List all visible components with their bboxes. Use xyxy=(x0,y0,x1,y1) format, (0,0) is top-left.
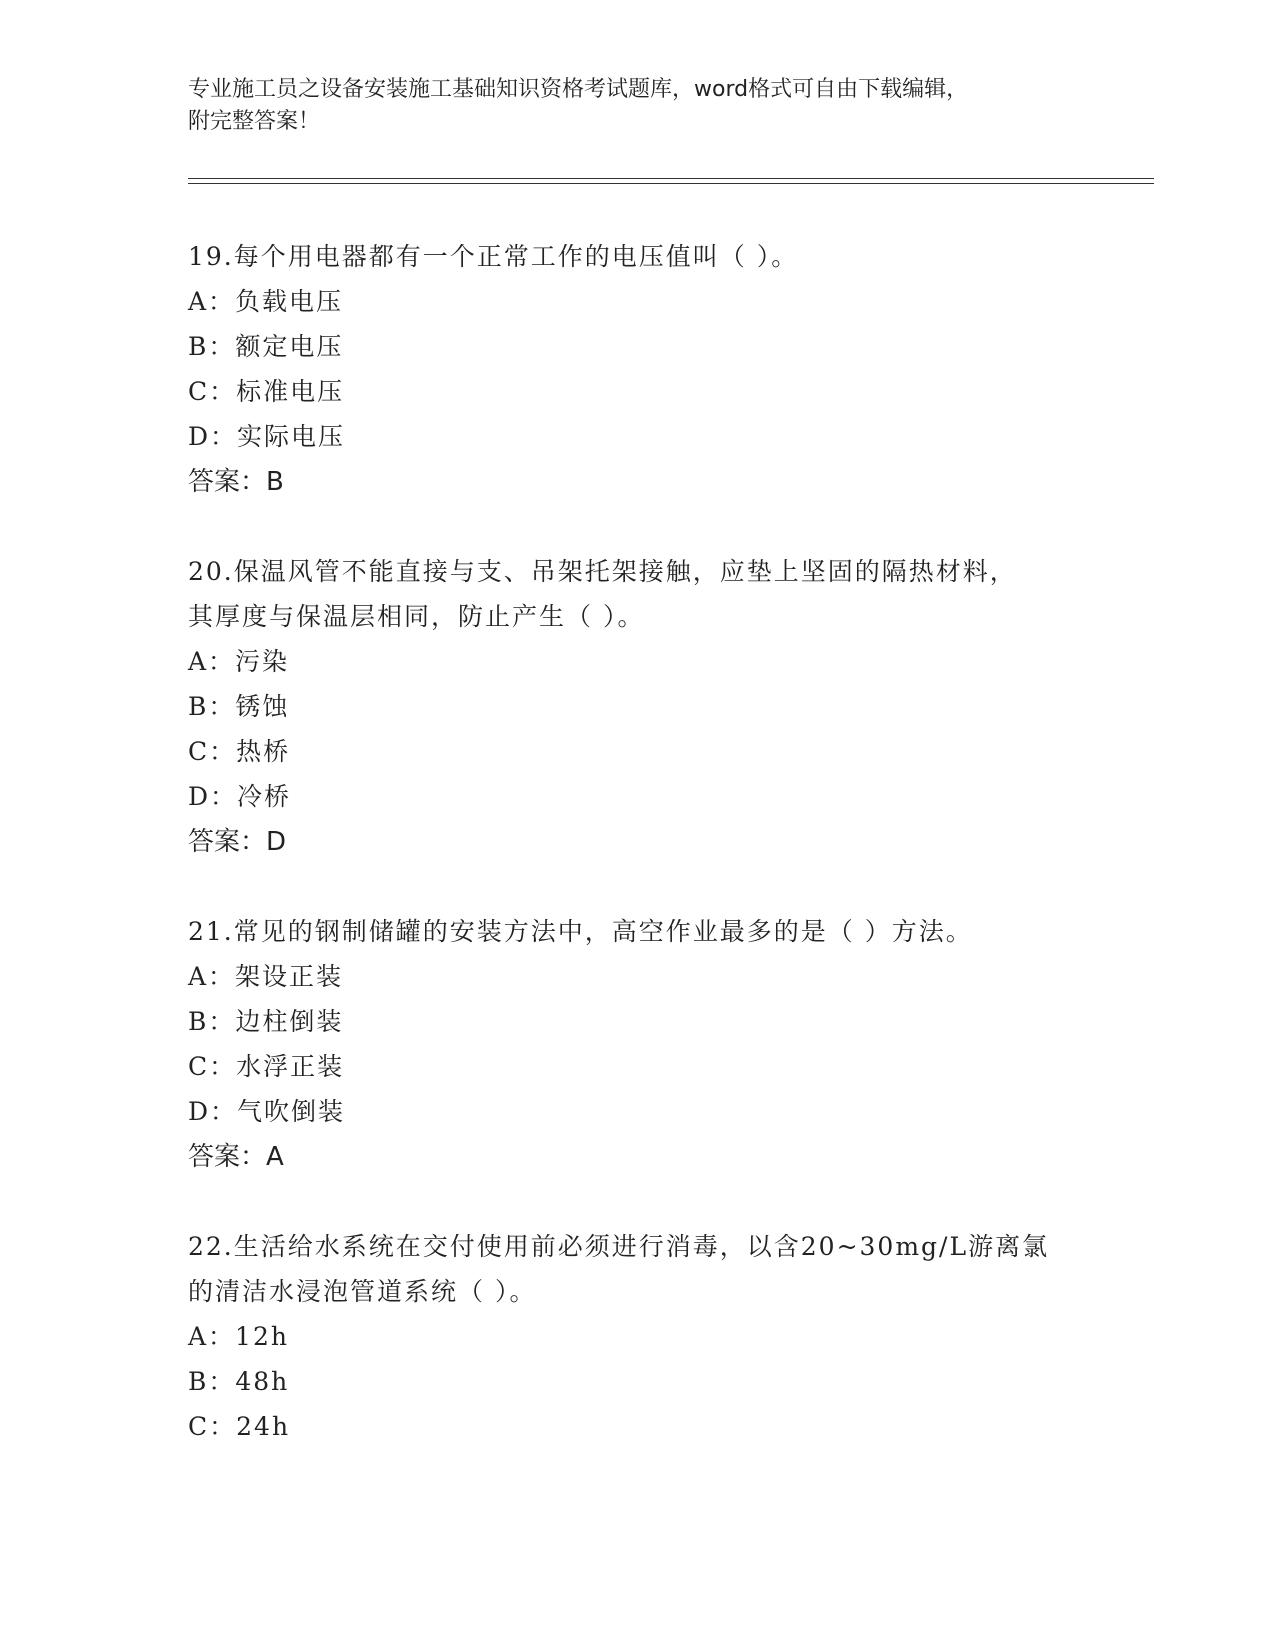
option-a: A：污染 xyxy=(188,647,290,676)
header-divider-top xyxy=(188,178,1154,179)
question-stem-line-1: 20.保温风管不能直接与支、吊架托架接触，应垫上坚固的隔热材料， xyxy=(188,557,1017,586)
document-header xyxy=(188,74,1088,138)
question-stem-line-1: 22.生活给水系统在交付使用前必须进行消毒，以含20~30mg/L游离氯 xyxy=(188,1232,1050,1261)
answer-text: 答案：D xyxy=(188,827,287,857)
option-c: C：热桥 xyxy=(188,737,291,766)
question-stem: 19.每个用电器都有一个正常工作的电压值叫（ ）。 xyxy=(188,242,799,271)
option-c: C：水浮正装 xyxy=(188,1052,345,1081)
header-line-2: 附完整答案！ xyxy=(188,109,321,134)
option-a: A：架设正装 xyxy=(188,962,344,991)
option-c: C：标准电压 xyxy=(188,377,345,406)
option-a: A：12h xyxy=(188,1322,289,1351)
option-d: D：冷桥 xyxy=(188,782,292,811)
question-stem-line-2: 其厚度与保温层相同，防止产生（ ）。 xyxy=(188,602,645,631)
option-d: D：气吹倒装 xyxy=(188,1097,346,1126)
header-line-1: 专业施工员之设备安装施工基础知识资格考试题库，word格式可自由下载编辑， xyxy=(188,77,969,102)
option-b: B：48h xyxy=(188,1367,290,1396)
answer-text: 答案：A xyxy=(188,1142,284,1172)
question-22 xyxy=(188,1224,1088,1449)
question-stem-line-2: 的清洁水浸泡管道系统（ ）。 xyxy=(188,1277,537,1306)
question-19 xyxy=(188,234,1088,505)
question-21 xyxy=(188,909,1088,1180)
question-stem: 21.常见的钢制储罐的安装方法中，高空作业最多的是（ ）方法。 xyxy=(188,917,973,946)
option-c: C：24h xyxy=(188,1412,291,1441)
option-b: B：额定电压 xyxy=(188,332,344,361)
option-d: D：实际电压 xyxy=(188,422,346,451)
question-list xyxy=(188,234,1088,1493)
option-b: B：锈蚀 xyxy=(188,692,290,721)
answer-text: 答案：B xyxy=(188,467,284,497)
option-a: A：负载电压 xyxy=(188,287,344,316)
option-b: B：边柱倒装 xyxy=(188,1007,344,1036)
header-divider-bottom xyxy=(188,183,1154,184)
question-20 xyxy=(188,549,1088,865)
